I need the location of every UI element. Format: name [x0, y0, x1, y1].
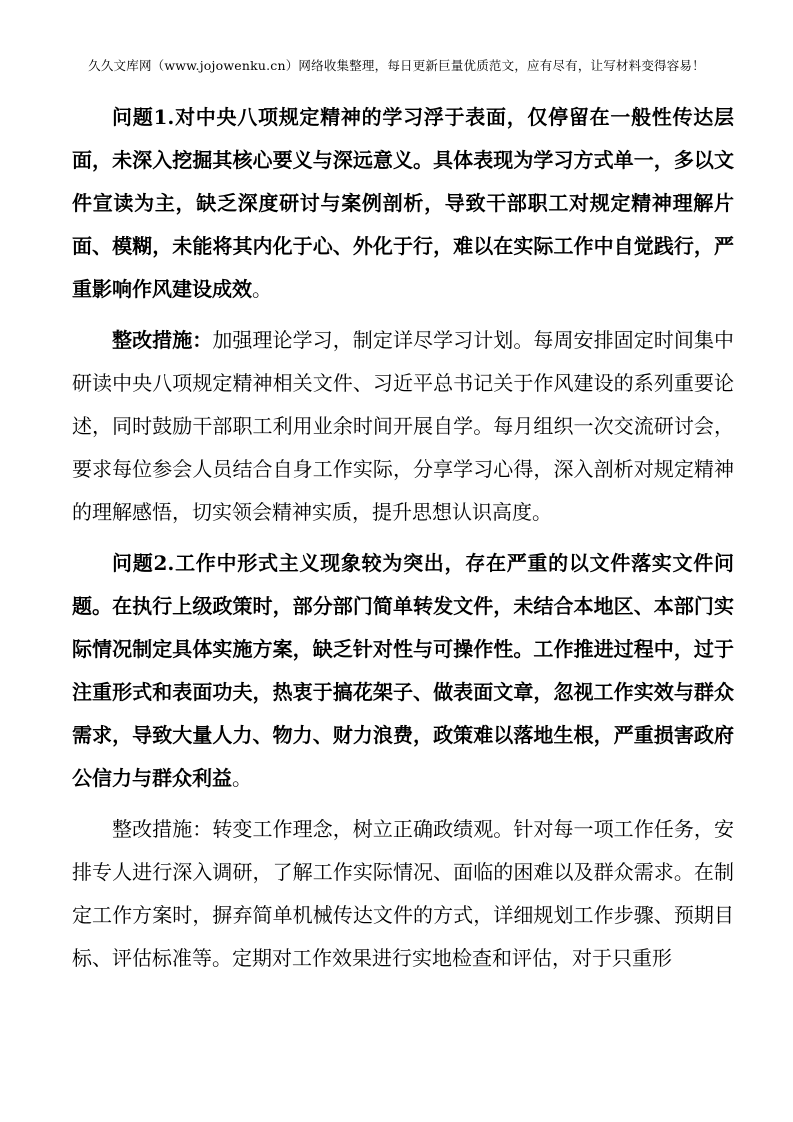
page-header: 久久文库网（www.jojowenku.cn）网络收集整理，每日更新巨量优质范文，应有尽有，让写材料变得容易！	[88, 58, 705, 73]
measure-2-text: 整改措施：转变工作理念，树立正确政绩观。针对每一项工作任务，安排专人进行深入调研，了解工作实际情况、面临的困难以及群众需求。在制定工作方案时，摒弃简单机械传达文件的方式，详细规划工作步骤、预期目标、评估标准等。定期对工作效果进行实地检查和评估，对于只重形	[72, 817, 734, 970]
measure-paragraph-2	[72, 808, 734, 980]
measure-1-text: 加强理论学习，制定详尽学习计划。每周安排固定时间集中研读中央八项规定精神相关文件、习近平总书记关于作风建设的系列重要论述，同时鼓励干部职工利用业余时间开展自学。每月组织一次交流研讨会，要求每位参会人员结合自身工作实际，分享学习心得，深入剖析对规定精神的理解感悟，切实领会精神实质，提升思想认识高度。	[72, 328, 735, 524]
problem-2-tail: 。	[232, 766, 252, 790]
measure-1-lead: 整改措施：	[112, 328, 213, 352]
problem-1-text: 问题1.对中央八项规定精神的学习浮于表面，仅停留在一般性传达层面，未深入挖掘其核心要义与深远意义。具体表现为学习方式单一，多以文件宣读为主，缺乏深度研讨与案例剖析，导致干部职工对规定精神理解片面、模糊，未能将其内化于心、外化于行，难以在实际工作中自觉践行，严重影响作风建设成效	[72, 105, 734, 301]
document-body	[72, 96, 734, 980]
problem-paragraph-2	[72, 542, 734, 800]
problem-1-tail: 。	[252, 277, 272, 301]
measure-paragraph-1	[72, 319, 734, 534]
problem-paragraph-1	[72, 96, 734, 311]
problem-2-text: 问题2.工作中形式主义现象较为突出，存在严重的以文件落实文件问题。在执行上级政策时，部分部门简单转发文件，未结合本地区、本部门实际情况制定具体实施方案，缺乏针对性与可操作性。工作推进过程中，过于注重形式和表面功夫，热衷于搞花架子、做表面文章，忽视工作实效与群众需求，导致大量人力、物力、财力浪费，政策难以落地生根，严重损害政府公信力与群众利益	[72, 551, 734, 790]
